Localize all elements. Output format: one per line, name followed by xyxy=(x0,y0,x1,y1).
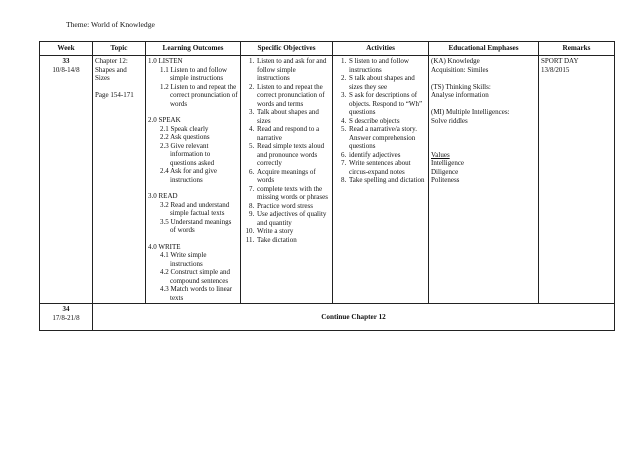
activities-cell xyxy=(333,56,429,304)
header-educational-emphases: Educational Emphases xyxy=(429,42,539,56)
educational-emphases-cell xyxy=(429,56,539,304)
header-topic: Topic xyxy=(93,42,146,56)
value-item: Diligence xyxy=(431,167,459,176)
learning-outcomes-cell xyxy=(146,56,241,304)
outcome-heading: 2.0 SPEAK xyxy=(148,116,181,124)
objective-item: 9. Use adjectives of quality and quantity xyxy=(256,210,330,227)
header-remarks: Remarks xyxy=(539,42,615,56)
outcome-section xyxy=(148,57,238,108)
outcome-item: 2.3 Give relevant information to questions asked xyxy=(160,141,215,167)
remarks-cell xyxy=(539,56,615,304)
objective-item: 11. Take dictation xyxy=(256,236,330,245)
outcome-item: 3.2 Read and understand simple factual texts xyxy=(160,200,230,217)
outcome-section xyxy=(148,116,238,184)
activities-list xyxy=(335,57,426,185)
topic-pages: Page 154-171 xyxy=(95,91,134,99)
outcome-item: 4.2 Construct simple and compound sentences xyxy=(160,268,230,285)
table-row-week-33 xyxy=(40,56,615,304)
outcome-item: 2.1 Speak clearly xyxy=(160,124,209,133)
emphasis-line: Solve riddles xyxy=(431,116,468,125)
header-activities: Activities xyxy=(333,42,429,56)
specific-objectives-cell xyxy=(241,56,333,304)
objective-item: 7. complete texts with the missing words or phrases xyxy=(256,185,330,202)
continue-cell: Continue Chapter 12 xyxy=(93,304,615,331)
header-specific-objectives: Specific Objectives xyxy=(241,42,333,56)
lesson-plan-table xyxy=(39,41,615,331)
value-item: Intelligence xyxy=(431,159,465,167)
header-learning-outcomes: Learning Outcomes xyxy=(146,42,241,56)
remark-line: 13/8/2015 xyxy=(541,65,570,74)
outcome-item: 3.5 Understand meanings of words xyxy=(160,217,232,234)
activity-item: 1. S listen to and follow instructions xyxy=(348,57,426,74)
table-row-week-34 xyxy=(40,304,615,331)
objective-item: 1. Listen to and ask for and follow simple instructions xyxy=(256,57,330,83)
outcome-heading: 1.0 LISTEN xyxy=(148,57,183,65)
header-row xyxy=(40,42,615,56)
activity-item: 3. S ask for descriptions of objects. Respond to “Wh” questions xyxy=(348,91,426,117)
objective-item: 3. Talk about shapes and sizes xyxy=(256,108,330,125)
activity-item: 4. S describe objects xyxy=(348,117,426,126)
objective-item: 2. Listen to and repeat the correct pronunciation of words and terms xyxy=(256,83,330,109)
emphasis-line: Analyse information xyxy=(431,91,489,99)
activity-item: 5. Read a narrative/a story. Answer comprehension questions xyxy=(348,125,426,151)
activity-item: 7. Write sentences about circus-expand notes xyxy=(348,159,426,176)
outcome-heading: 3.0 READ xyxy=(148,192,178,200)
activity-item: 6. identify adjectives xyxy=(348,151,426,160)
outcome-item: 4.3 Match words to linear texts xyxy=(160,285,233,302)
outcome-heading: 4.0 WRITE xyxy=(148,242,181,251)
week-number: 33 xyxy=(62,57,70,65)
objective-item: 5. Read simple texts aloud and pronounce words correctly xyxy=(256,142,330,168)
emphasis-line: (KA) Knowledge xyxy=(431,57,480,65)
topic-line: Chapter 12: xyxy=(95,57,128,65)
objective-item: 8. Practice word stress xyxy=(256,202,330,211)
activity-item: 2. S talk about shapes and sizes they see xyxy=(348,74,426,91)
objective-item: 10. Write a story xyxy=(256,227,330,236)
value-item: Politeness xyxy=(431,176,460,184)
outcome-item: 4.1 Write simple instructions xyxy=(160,251,207,268)
week-cell xyxy=(40,304,93,331)
objectives-list xyxy=(243,57,330,244)
theme-title: Theme: World of Knowledge xyxy=(66,20,155,29)
week-dates: 17/8-21/8 xyxy=(52,313,80,322)
topic-line: Sizes xyxy=(95,74,110,82)
outcome-item: 2.4 Ask for and give instructions xyxy=(160,167,217,184)
objective-item: 4. Read and respond to a narrative xyxy=(256,125,330,142)
objective-item: 6. Acquire meanings of words xyxy=(256,168,330,185)
activity-item: 8. Take spelling and dictation xyxy=(348,176,426,185)
emphasis-line: Acquisition: Similes xyxy=(431,65,489,74)
outcome-item: 1.2 Listen to and repeat the correct pronunciation of words xyxy=(160,82,238,108)
values-heading: Values xyxy=(431,150,450,159)
week-dates: 10/8-14/8 xyxy=(52,65,80,74)
outcome-item: 2.2 Ask questions xyxy=(160,133,210,141)
remark-line: SPORT DAY xyxy=(541,57,579,65)
week-cell xyxy=(40,56,93,304)
emphasis-line: (MI) Multiple Intelligences: xyxy=(431,108,510,116)
week-number: 34 xyxy=(62,305,70,313)
outcome-item: 1.1 Listen to and follow simple instructions xyxy=(160,65,228,82)
topic-cell xyxy=(93,56,146,304)
topic-line: Shapes and xyxy=(95,65,127,74)
outcome-section xyxy=(148,243,238,303)
emphasis-line: (TS) Thinking Skills: xyxy=(431,82,491,91)
outcome-section xyxy=(148,192,238,235)
header-week: Week xyxy=(40,42,93,56)
